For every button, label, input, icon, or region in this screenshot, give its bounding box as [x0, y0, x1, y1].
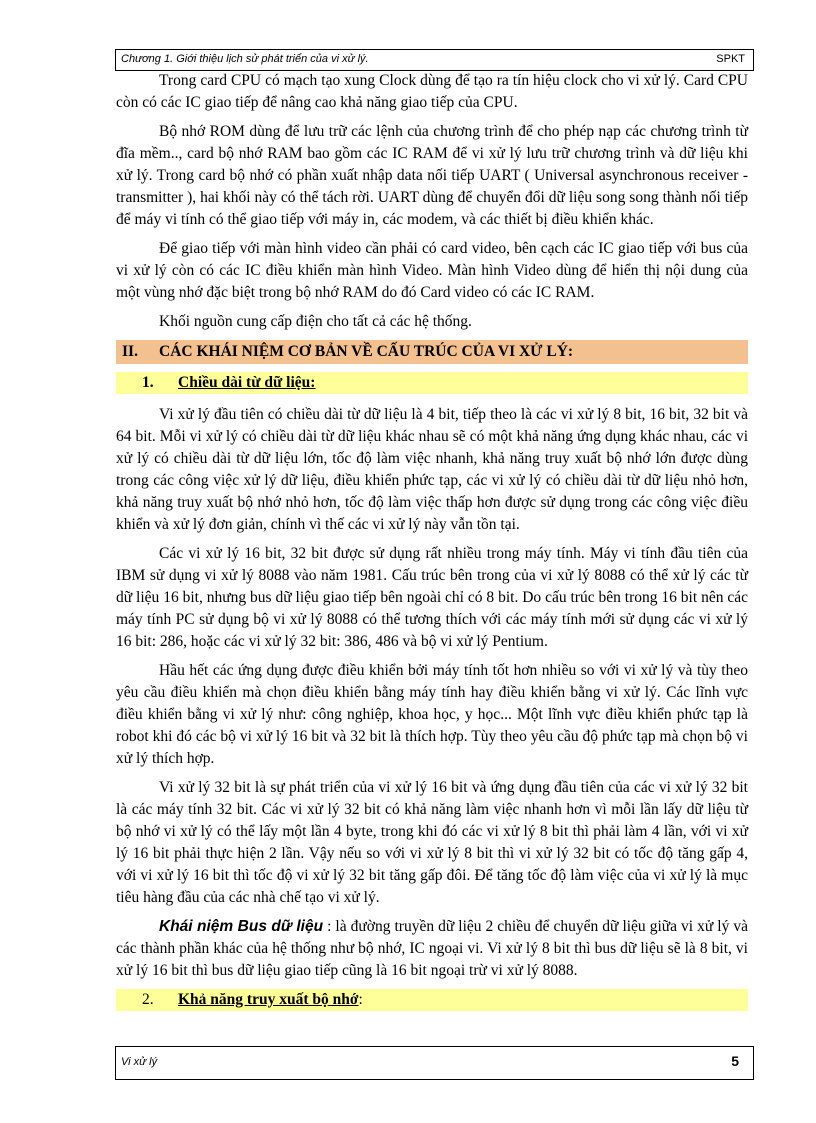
page-header: [115, 49, 754, 71]
subsection-number: 1.: [142, 374, 154, 391]
paragraph: Các vi xử lý 16 bit, 32 bit được sử dụng rất nhiều trong máy tính. Máy vi tính đầu tiên của IBM sử dụng vi xử lý 8088 vào năm 1981. Cấu trúc bên trong của vi xử lý 8088 có thể xử lý các từ dữ liệu 16 bit, nhưng bus dữ liệu giao tiếp bên ngoài chỉ có 8 bit. Do cấu trúc bên trong 16 bit nên các máy tính PC sử dụng bộ vi xử lý 8088 có thể tương thích với các máy tính mới sử dụng các vi xử lý 16 bit: 286, hoặc các vi xử lý 32 bit: 386, 486 và bộ vi xử lý Pentium.: [116, 545, 748, 650]
paragraph: Vi xử lý 32 bit là sự phát triển của vi xử lý 16 bit và ứng dụng đầu tiên của các vi xử lý 32 bit là các máy tính 32 bit. Các vi xử lý 32 bit có khả năng làm việc nhanh hơn vì mỗi lần lấy dữ liệu từ bộ nhớ vi xử lý có thể lấy một lần 4 byte, trong khi đó các vi xử lý 8 bit thì phải làm 4 lần, với vi xử lý 16 bit phải thực hiện 2 lần. Vậy nếu so với vi xử lý 8 bit thì vi xử lý 32 bit có tốc độ tăng gấp 4, với vi xử lý 16 bit thì tốc độ vi xử lý 32 bit tăng gấp đôi. Để tăng tốc độ làm việc của vi xử lý là mục tiêu hàng đầu của các nhà chế tạo vi xử lý.: [116, 779, 748, 906]
section-heading: [116, 340, 748, 364]
section-number: II.: [122, 343, 138, 360]
paragraph: Để giao tiếp với màn hình video cần phải có card video, bên cạch các IC giao tiếp với bus của vi xử lý còn có các IC điều khiển màn hình Video. Màn hình Video dùng để hiển thị nội dung của một vùng nhớ đặc biệt trong bộ nhớ RAM do đó Card video có các IC RAM.: [116, 240, 748, 301]
subsection-heading-1: [116, 372, 748, 394]
subsection-title: Chiều dài từ dữ liệu:: [178, 374, 316, 391]
bus-definition-text: : là đường truyền dữ liệu 2 chiều để chuyển dữ liệu giữa vi xử lý và các thành phần khác của hệ thống như bộ nhớ, IC ngoại vi. Vi xử lý 8 bit thì bus dữ liệu sẽ là 8 bit, vi xử lý 16 bit thì bus dữ liệu giao tiếp cũng là 16 bit ngoại trừ vi xử lý 8088.: [116, 918, 748, 979]
section-title: CÁC KHÁI NIỆM CƠ BẢN VỀ CẤU TRÚC CỦA VI XỬ LÝ:: [159, 343, 574, 360]
subsection-title: Khả năng truy xuất bộ nhớ: [178, 991, 359, 1008]
chapter-title: Chương 1. Giới thiệu lịch sử phát triển của vi xử lý.: [121, 53, 369, 65]
subject-label: Vi xử lý: [121, 1056, 158, 1068]
paragraph: Vi xử lý đầu tiên có chiều dài từ dữ liệu là 4 bit, tiếp theo là các vi xử lý 8 bit, 16 bit, 32 bit và 64 bit. Mỗi vi xử lý có chiều dài từ dữ liệu khác nhau sẽ có một khả năng ứng dụng khác nhau, các vi xử lý có chiều dài từ dữ liệu lớn, tốc độ làm việc nhanh, khả năng truy xuất bộ nhớ lớn được dùng trong các công việc xử lý dữ liệu, điều khiển phức tạp, các vi xử lý có chiều dài từ dữ liệu nhỏ hơn, khả năng truy xuất bộ nhớ nhỏ hơn, tốc độ làm việc thấp hơn được sử dụng trong các công việc điều khiển và xử lý đơn giản, chính vì thế các vi xử lý này vẫn tồn tại.: [116, 406, 748, 533]
page-number: 5: [731, 1053, 739, 1069]
page-footer: [115, 1046, 754, 1080]
school-label: SPKT: [716, 53, 745, 65]
subsection-heading-2: [116, 989, 748, 1011]
subsection-colon: :: [358, 991, 363, 1008]
bus-definition-paragraph: [116, 916, 748, 982]
bus-term: Khái niệm Bus dữ liệu: [159, 918, 324, 935]
page-body: [116, 70, 748, 1021]
subsection-number: 2.: [142, 991, 154, 1008]
paragraph: Bộ nhớ ROM dùng để lưu trữ các lệnh của chương trình để cho phép nạp các chương trình từ đĩa mềm.., card bộ nhớ RAM bao gồm các IC RAM để vi xử lý lưu trữ chương trình và dữ liệu khi xử lý. Trong card bộ nhớ có phần xuất nhập data nối tiếp UART ( Universal asynchronous receiver - transmitter ), hai khối này có thể tách rời. UART dùng để chuyển đổi dữ liệu song song thành nối tiếp để máy vi tính có thể giao tiếp với máy in, các modem, và các thiết bị điều khiển khác.: [116, 123, 748, 228]
subsection-title-wrap: [178, 989, 363, 1011]
paragraph: Hầu hết các ứng dụng được điều khiển bởi máy tính tốt hơn nhiều so với vi xử lý và tùy theo yêu cầu điều khiển mà chọn điều khiển bằng máy tính hay điều khiển bằng vi xử lý. Các lĩnh vực điều khiển bằng vi xử lý như: công nghiệp, khoa học, y học... Một lĩnh vực điều khiển phức tạp là robot khi đó các bộ vi xử lý 16 bit và 32 bit là thích hợp. Tùy theo yêu cầu độ phức tạp mà chọn bộ vi xử lý thích hợp.: [116, 662, 748, 767]
paragraph: Trong card CPU có mạch tạo xung Clock dùng để tạo ra tín hiệu clock cho vi xử lý. Card CPU còn có các IC giao tiếp để nâng cao khả năng giao tiếp của CPU.: [116, 72, 748, 111]
paragraph: Khối nguồn cung cấp điện cho tất cả các hệ thống.: [159, 313, 472, 330]
